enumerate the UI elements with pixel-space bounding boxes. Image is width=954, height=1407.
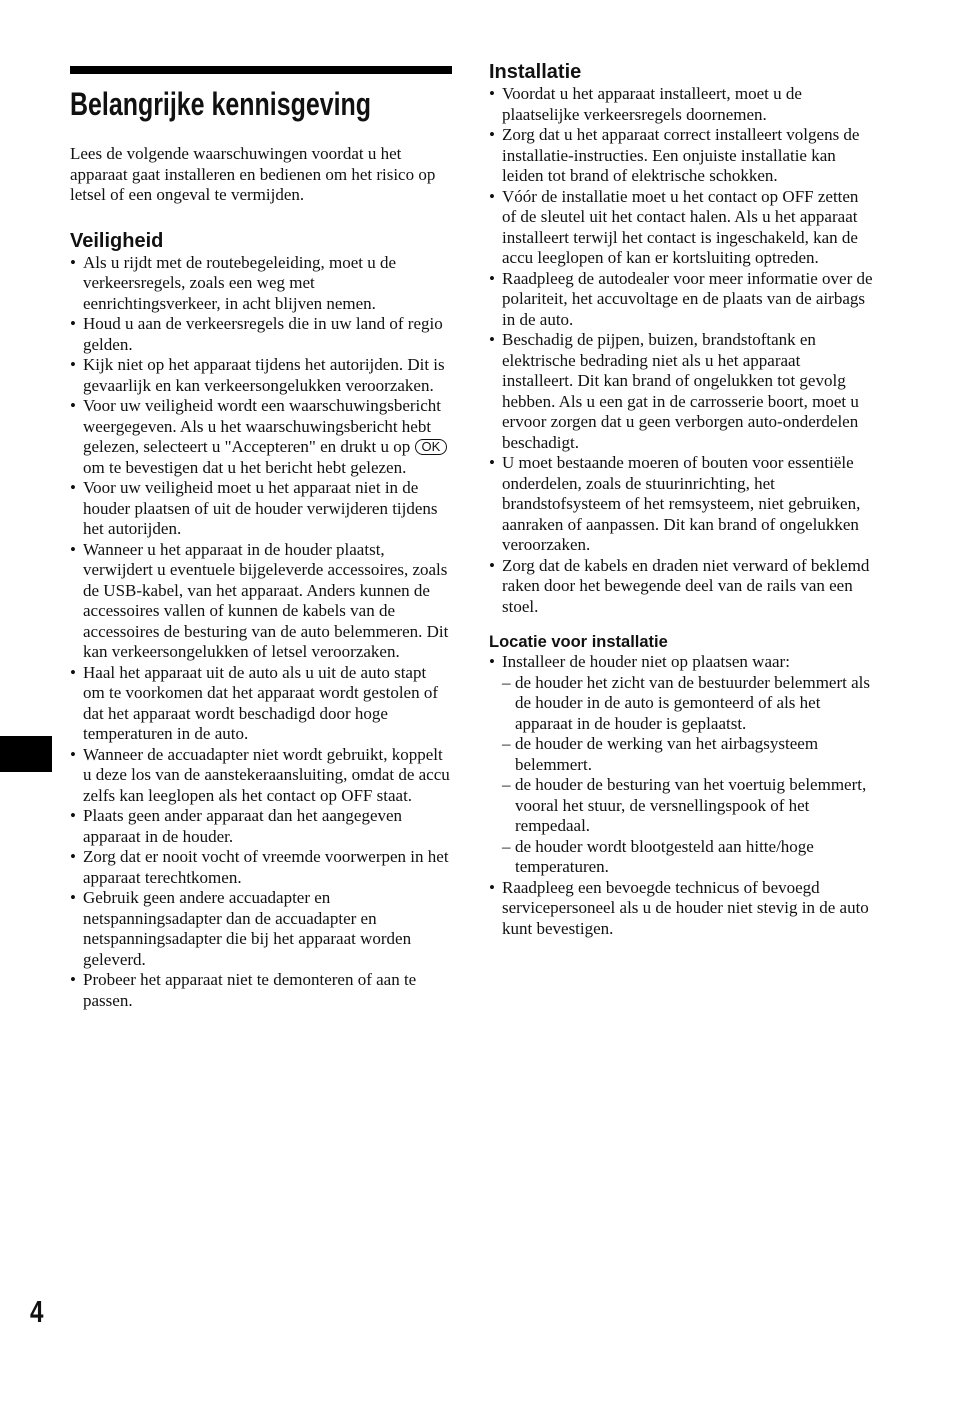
list-item: • Probeer het apparaat niet te demonteren of aan te passen. xyxy=(70,970,452,1011)
section-tab-marker xyxy=(0,736,52,772)
list-item: • Gebruik geen andere accuadapter en netspanningsadapter dan de accuadapter en netspanningsadapter die bij het apparaat worden geleverd. xyxy=(70,888,452,970)
list-item: • Kijk niet op het apparaat tijdens het autorijden. Dit is gevaarlijk en kan verkeersongelukken veroorzaken. xyxy=(70,355,452,396)
list-item: • Wanneer u het apparaat in de houder plaatst, verwijdert u eventuele bijgeleverde accessoires, zoals de USB-kabel, van het apparaat. Anders kunnen de accessoires vallen of kunnen de kabels van de accessoires de besturing van de auto belemmeren. Dit kan verkeersongelukken of letsel veroorzaken. xyxy=(70,540,452,663)
list-item: • Zorg dat er nooit vocht of vreemde voorwerpen in het apparaat terechtkomen. xyxy=(70,847,452,888)
section-heading-veiligheid: Veiligheid xyxy=(70,229,164,252)
list-item: • Plaats geen ander apparaat dan het aangegeven apparaat in de houder. xyxy=(70,806,452,847)
list-item: • Als u rijdt met de routebegeleiding, moet u de verkeersregels, zoals een weg met eenrichtingsverkeer, in acht blijven nemen. xyxy=(70,253,452,315)
list-item-text: om te bevestigen dat u het bericht hebt gelezen. xyxy=(83,457,407,477)
sub-list-item: – de houder wordt blootgesteld aan hitte/hoge temperaturen. xyxy=(502,837,874,878)
list-item xyxy=(489,652,874,878)
list-item: • Wanneer de accuadapter niet wordt gebruikt, koppelt u deze los van de aanstekeraansluiting, omdat de accu zelfs kan leeglopen als het contact op OFF staat. xyxy=(70,745,452,807)
list-item: • Houd u aan de verkeersregels die in uw land of regio gelden. xyxy=(70,314,452,355)
list-item xyxy=(70,396,452,478)
veiligheid-list xyxy=(70,253,452,1012)
list-item: • Zorg dat de kabels en draden niet verward of beklemd raken door het bewegende deel van de rails van een stoel. xyxy=(489,556,874,618)
section-heading-installatie: Installatie xyxy=(489,61,582,83)
page-number: 4 xyxy=(30,1294,44,1329)
list-item: • Zorg dat u het apparaat correct installeert volgens de installatie-instructies. Een onjuiste installatie kan leiden tot brand of elektrische schokken. xyxy=(489,125,874,187)
list-item: • Voor uw veiligheid moet u het apparaat niet in de houder plaatsen of uit de houder verwijderen tijdens het autorijden. xyxy=(70,478,452,540)
intro-paragraph: Lees de volgende waarschuwingen voordat u het apparaat gaat installeren en bedienen om het risico op letsel of een ongeval te vermijden. xyxy=(70,144,436,204)
list-item: • Raadpleeg een bevoegde technicus of bevoegd servicepersoneel als u de houder niet stevig in de auto kunt bevestigen. xyxy=(489,878,874,940)
ok-button-symbol: OK xyxy=(415,439,448,455)
list-item: • Raadpleeg de autodealer voor meer informatie over de polariteit, het accuvoltage en de plaats van de airbags in de auto. xyxy=(489,269,874,331)
title-rule xyxy=(70,66,452,74)
installatie-list xyxy=(489,84,874,617)
sub-list-item: – de houder de werking van het airbagsysteem belemmert. xyxy=(502,734,874,775)
left-column xyxy=(70,66,452,1011)
list-item-text: Voor uw veiligheid wordt een waarschuwingsbericht weergegeven. Als u het waarschuwingsbericht hebt gelezen, selecteert u "Accepteren" en drukt u op xyxy=(83,396,442,456)
sub-list-item: – de houder de besturing van het voertuig belemmert, vooral het stuur, de versnellingspook of het rempedaal. xyxy=(502,775,874,837)
list-item-text: Installeer de houder niet op plaatsen waar: xyxy=(502,652,790,671)
right-column xyxy=(489,60,874,939)
list-item: • Haal het apparaat uit de auto als u uit de auto stapt om te voorkomen dat het apparaat wordt gestolen of dat het apparaat wordt beschadigd door hoge temperaturen in de auto. xyxy=(70,663,452,745)
subsection-heading-locatie: Locatie voor installatie xyxy=(489,633,668,651)
page-title: Belangrijke kennisgeving xyxy=(70,86,372,122)
list-item: • Beschadig de pijpen, buizen, brandstoftank en elektrische bedrading niet als u het apparaat installeert. Dit kan brand of ongelukken tot gevolg hebben. Als u een gat in de carrosserie boort, moet u ervoor zorgen dat u geen verborgen auto-onderdelen beschadigt. xyxy=(489,330,874,453)
locatie-sublist xyxy=(502,673,874,878)
list-item: • U moet bestaande moeren of bouten voor essentiële onderdelen, zoals de stuurinrichting, het brandstofsysteem of het remsysteem, niet gebruiken, aanraken of aanpassen. Dit kan brand of ongelukken veroorzaken. xyxy=(489,453,874,556)
list-item: • Voordat u het apparaat installeert, moet u de plaatselijke verkeersregels doornemen. xyxy=(489,84,874,125)
sub-list-item: – de houder het zicht van de bestuurder belemmert als de houder in de auto is gemonteerd of als het apparaat in de houder is geplaatst. xyxy=(502,673,874,735)
list-item: • Vóór de installatie moet u het contact op OFF zetten of de sleutel uit het contact halen. Als u het apparaat installeert terwijl het contact is ingeschakeld, kan de accu leeglopen of kan er kortsluiting optreden. xyxy=(489,187,874,269)
locatie-list xyxy=(489,652,874,939)
